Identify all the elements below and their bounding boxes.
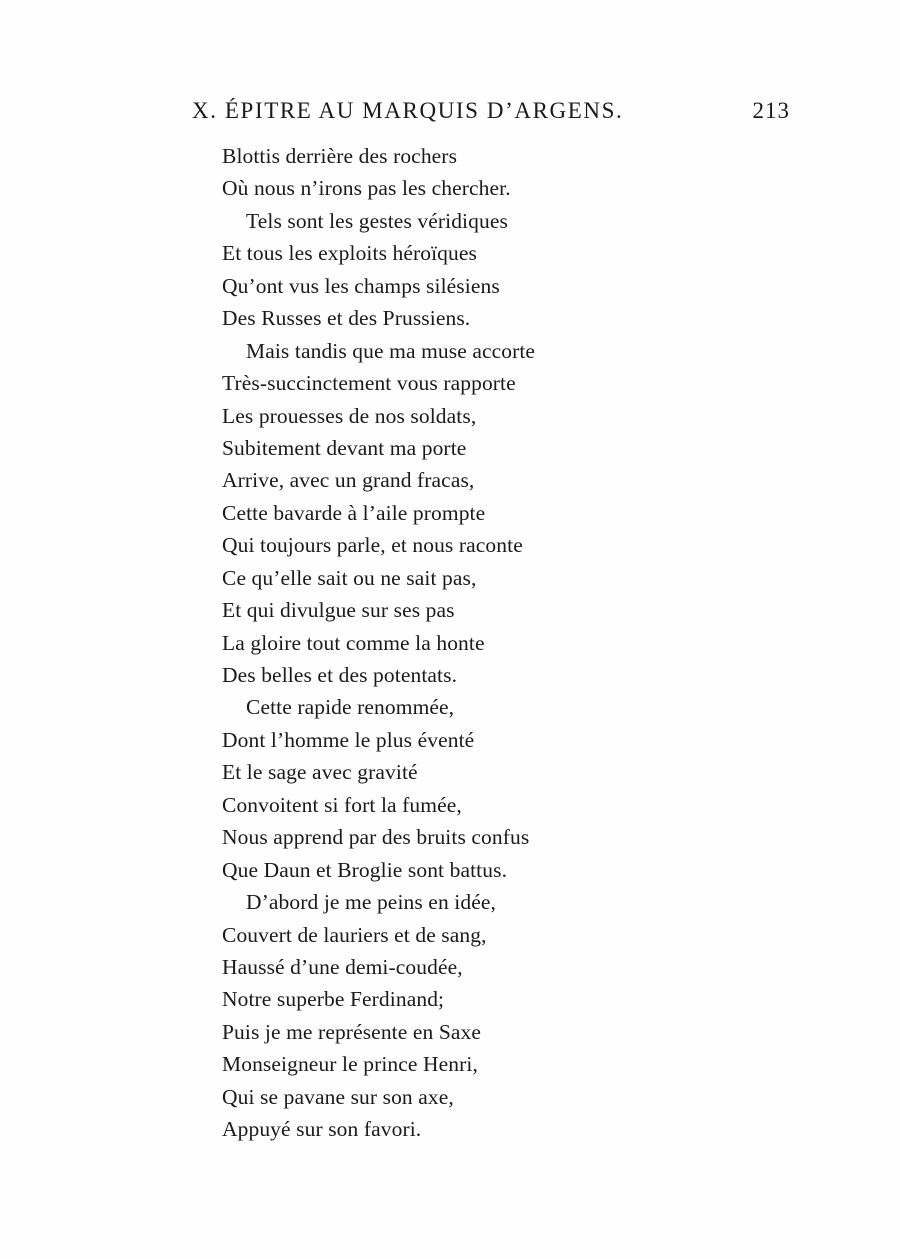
poem-line: Des belles et des potentats. xyxy=(222,663,458,687)
poem-line: Couvert de lauriers et de sang, xyxy=(222,922,487,947)
poem-line: Cette bavarde à l’aile prompte xyxy=(222,500,486,525)
poem-line: Tels sont les gestes véridiques xyxy=(246,208,508,233)
poem-line: Et le sage avec gravité xyxy=(222,760,418,785)
poem-line: Monseigneur le prince Henri, xyxy=(222,1052,478,1077)
poem-line: Haussé d’une demi-coudée, xyxy=(222,954,463,979)
poem-line: Que Daun et Broglie sont battus. xyxy=(222,857,508,882)
poem-line: Qui se pavane sur son axe, xyxy=(222,1084,454,1109)
poem-line: Puis je me représente en Saxe xyxy=(222,1019,482,1044)
poem-text xyxy=(222,140,742,1146)
running-title: X. ÉPITRE AU MARQUIS D’ARGENS. xyxy=(192,98,624,123)
poem-line: La gloire tout comme la honte xyxy=(222,630,485,655)
poem-line: Cette rapide renommée, xyxy=(246,695,455,720)
poem-line: Mais tandis que ma muse accorte xyxy=(246,338,536,363)
poem-line: Qu’ont vus les champs silésiens xyxy=(222,273,500,298)
poem-line: Dont l’homme le plus éventé xyxy=(222,727,475,752)
poem-line: Subitement devant ma porte xyxy=(222,435,467,460)
poem-line: Et qui divulgue sur ses pas xyxy=(222,598,455,623)
poem-line: Et tous les exploits héroïques xyxy=(222,241,477,266)
poem-line: Appuyé sur son favori. xyxy=(222,1117,422,1142)
poem-line: Nous apprend par des bruits confus xyxy=(222,825,530,850)
running-head xyxy=(192,94,790,128)
poem-line: Où nous n’irons pas les chercher. xyxy=(222,176,511,201)
poem-line: Ce qu’elle sait ou ne sait pas, xyxy=(222,565,477,590)
poem-line: Qui toujours parle, et nous raconte xyxy=(222,533,523,558)
poem-line: D’abord je me peins en idée, xyxy=(246,890,496,915)
poem-line: Les prouesses de nos soldats, xyxy=(222,403,477,428)
page-number: 213 xyxy=(752,98,790,123)
poem-line: Très-succinctement vous rapporte xyxy=(222,371,516,396)
poem-line: Notre superbe Ferdinand; xyxy=(222,987,445,1012)
poem-line: Blottis derrière des rochers xyxy=(222,144,458,168)
poem-line: Arrive, avec un grand fracas, xyxy=(222,468,475,493)
poem-line: Convoitent si fort la fumée, xyxy=(222,792,462,817)
poem-line: Des Russes et des Prussiens. xyxy=(222,306,471,331)
